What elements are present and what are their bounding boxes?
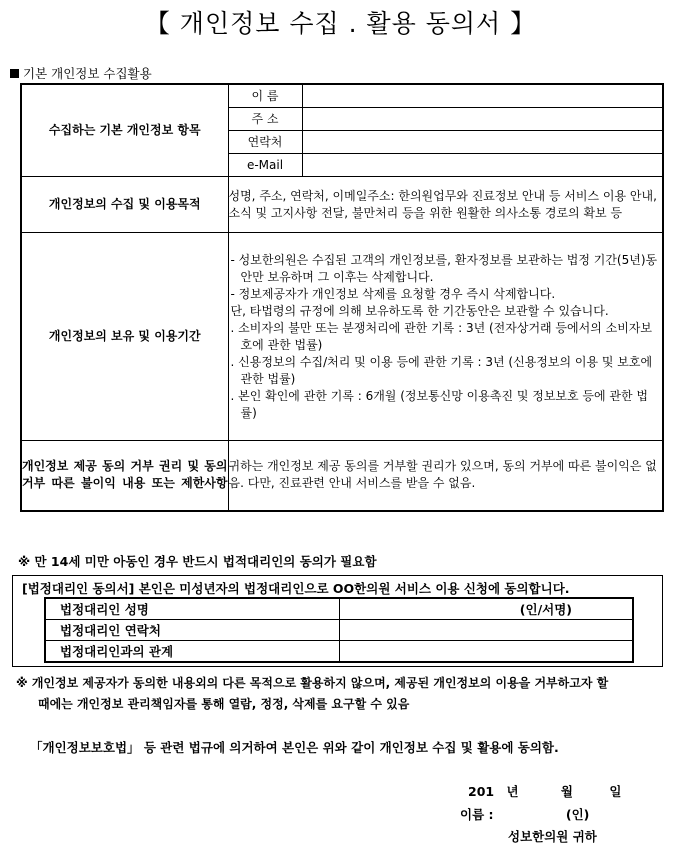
document-title: 【 개인정보 수집 . 활용 동의서 】: [144, 9, 537, 38]
purpose-text: 성명, 주소, 연락처, 이메일주소: 한의원업무와 진료정보 안내 등 서비스 이용 안내, 소식 및 고지사항 전달, 불만처리 등을 위한 원활한 의사소통 경로의 확보 등: [228, 177, 663, 233]
seal-mark[interactable]: (인): [565, 807, 590, 822]
guardian-contact-label: 법정대리인 연락처: [45, 620, 339, 641]
retention-line: . 신용정보의 수집/처리 및 이용 등에 관한 기록 : 3년 (신용정보의 이용 및 보호에 관한 법률): [230, 354, 653, 386]
guardian-name-label: 법정대리인 성명: [45, 598, 339, 620]
guardian-contact-field[interactable]: [339, 620, 633, 641]
purpose-notice-line1: ※ 개인정보 제공자가 동의한 내용외의 다른 목적으로 활용하지 않으며, 제공된 개인정보의 이용을 거부하고자 할: [16, 676, 609, 690]
collect-items-label: 수집하는 기본 개인정보 항목: [21, 84, 228, 177]
field-address-label: 주 소: [228, 108, 302, 131]
purpose-label: 개인정보의 수집 및 이용목적: [21, 177, 228, 233]
field-name-value[interactable]: [302, 84, 663, 108]
retention-line: . 본인 확인에 관한 기록 : 6개월 (정보통신망 이용촉진 및 정보보호 등에 관한 법률): [230, 388, 649, 420]
retention-text: [228, 233, 663, 441]
purpose-notice: [16, 673, 676, 715]
field-email-value[interactable]: [302, 154, 663, 177]
square-bullet-icon: [10, 69, 19, 78]
retention-line: . 소비자의 불만 또는 분쟁처리에 관한 기록 : 3년 (전자상거래 등에서의 소비자보호에 관한 법률): [230, 320, 652, 352]
guardian-table: [44, 597, 634, 663]
minor-notice: ※ 만 14세 미만 아동인 경우 반드시 법적대리인의 동의가 필요함: [18, 554, 377, 569]
retention-line: - 성보한의원은 수집된 고객의 개인정보를, 환자정보를 보관하는 법정 기간(5년)동안만 보유하며 그 이후는 삭제합니다.: [230, 252, 658, 284]
consent-table: [20, 83, 664, 512]
retention-line: - 정보제공자가 개인정보 삭제를 요청할 경우 즉시 삭제합니다.: [230, 286, 556, 301]
field-contact-value[interactable]: [302, 131, 663, 154]
field-contact-label: 연락처: [228, 131, 302, 154]
date-day-unit: 일: [609, 784, 622, 799]
name-line: [460, 805, 589, 823]
field-name-label: 이 름: [228, 84, 302, 108]
purpose-notice-line2: 때에는 개인정보 관리책임자를 통해 열람, 정정, 삭제를 요구할 수 있음: [38, 697, 410, 711]
section-heading-text: 기본 개인정보 수집활용: [23, 66, 152, 81]
refusal-label: 개인정보 제공 동의 거부 권리 및 동의 거부 따른 불이익 내용 또는 제한사항: [21, 441, 228, 511]
retention-label: 개인정보의 보유 및 이용기간: [21, 233, 228, 441]
field-email-label: e-Mail: [228, 154, 302, 177]
date-month-unit: 월: [560, 784, 573, 799]
date-line: [468, 782, 621, 800]
retention-line: 단, 타법령의 규정에 의해 보유하도록 한 기간동안은 보관할 수 있습니다.: [230, 303, 609, 318]
law-statement: 「개인정보보호법」 등 관련 법규에 의거하여 본인은 위와 같이 개인정보 수집 및 활용에 동의함.: [30, 740, 559, 755]
guardian-relation-label: 법정대리인과의 관계: [45, 641, 339, 663]
date-year-unit: 년: [506, 784, 519, 799]
name-label: 이름 :: [460, 807, 494, 822]
guardian-sign-field[interactable]: (인/서명): [339, 598, 633, 620]
guardian-declaration: [법정대리인 동의서] 본인은 미성년자의 법정대리인으로 OO한의원 서비스 이용 신청에 동의합니다.: [22, 581, 570, 596]
guardian-relation-field[interactable]: [339, 641, 633, 663]
addressee: 성보한의원 귀하: [508, 829, 597, 844]
date-year[interactable]: 201: [468, 784, 495, 799]
refusal-text: 귀하는 개인정보 제공 동의를 거부할 권리가 있으며, 동의 거부에 따른 불이익은 없음. 다만, 진료관련 안내 서비스를 받을 수 없음.: [228, 441, 663, 511]
section-heading: [10, 64, 152, 82]
field-address-value[interactable]: [302, 108, 663, 131]
